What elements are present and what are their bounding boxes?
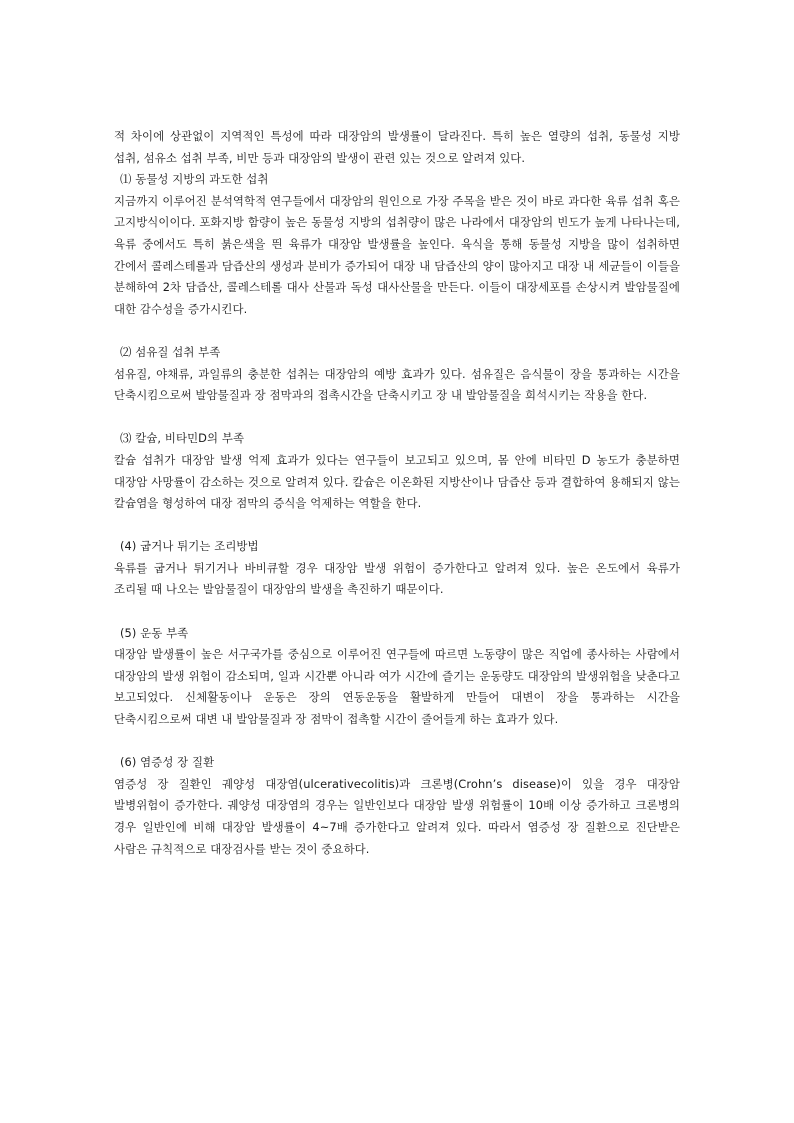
paragraph-gap	[114, 320, 680, 342]
section-body-exercise: 대장암 발생률이 높은 서구국가를 중심으로 이루어진 연구들에 따르면 노동량이 많은 직업에 종사하는 사람에서 대장암의 발생 위험이 감소되며, 일과 시간뿐 아니라 여가 시간에 즐기는 운동량도 대장암의 발생위험을 낮춘다고 보고되었다. 신체활동이나 운동은 장의 연동운동을 활발하게 만들어 대변이 장을 통과하는 시간을 단축시킴으로써 대변 내 발암물질과 장 점막이 접촉할 시간이 줄어들게 하는 효과가 있다.	[114, 647, 680, 727]
section-heading-cooking: (4) 굽거나 튀기는 조리방법	[120, 539, 259, 554]
section-heading-fiber: ⑵ 섬유질 섭취 부족	[120, 344, 221, 359]
intro-paragraph: 적 차이에 상관없이 지역적인 특성에 따라 대장암의 발생률이 달라진다. 특히 높은 열량의 섭취, 동물성 지방 섭취, 섬유소 섭취 부족, 비만 등과 대장암의 발생이 관련 있는 것으로 알려져 있다.	[114, 129, 680, 165]
paragraph-gap	[114, 731, 680, 753]
paragraph-gap	[114, 515, 680, 537]
section-heading-exercise: (5) 운동 부족	[120, 625, 189, 640]
paragraph-gap	[114, 407, 680, 429]
document-page	[114, 126, 680, 860]
section-body-animal-fat: 지금까지 이루어진 분석역학적 연구들에서 대장암의 원인으로 가장 주목을 받은 것이 바로 과다한 육류 섭취 혹은 고지방식이이다. 포화지방 함량이 높은 동물성 지방의 섭취량이 많은 나라에서 대장암의 빈도가 높게 나타나는데, 육류 중에서도 특히 붉은색을 띈 육류가 대장암 발생률을 높인다. 육식을 통해 동물성 지방을 많이 섭취하면 간에서 콜레스테롤과 담즙산의 생성과 분비가 증가되어 대장 내 담즙산의 양이 많아지고 대장 내 세균들이 이들을 분해하여 2차 담즙산, 콜레스테롤 대사 산물과 독성 대사산물을 만든다. 이들이 대장세포를 손상시켜 발암물질에 대한 감수성을 증가시킨다.	[114, 193, 680, 316]
section-body-ibd: 염증성 장 질환인 궤양성 대장염(ulcerativecolitis)과 크론병(Crohn’s disease)이 있을 경우 대장암 발병위험이 증가한다. 궤양성 대장염의 경우는 일반인보다 대장암 발생 위험률이 10배 이상 증가하고 크론병의 경우 일반인에 비해 대장암 발생률이 4~7배 증가한다고 알려져 있다. 따라서 염증성 장 질환으로 진단받은 사람은 규칙적으로 대장검사를 받는 것이 중요하다.	[114, 776, 680, 856]
section-body-fiber: 섬유질, 야채류, 과일류의 충분한 섭취는 대장암의 예방 효과가 있다. 섬유질은 음식물이 장을 통과하는 시간을 단축시킴으로써 발암물질과 장 점막과의 접촉시간을 단축시키고 장 내 발암물질을 희석시키는 작용을 한다.	[114, 366, 680, 403]
paragraph-gap	[114, 601, 680, 623]
section-body-cooking: 육류를 굽거나 튀기거나 바비큐할 경우 대장암 발생 위험이 증가한다고 알려져 있다. 높은 온도에서 육류가 조리될 때 나오는 발암물질이 대장암의 발생을 촉진하기 때문이다.	[114, 560, 680, 597]
section-heading-ibd: (6) 염증성 장 질환	[120, 755, 215, 770]
section-body-calcium: 칼슘 섭취가 대장암 발생 억제 효과가 있다는 연구들이 보고되고 있으며, 몸 안에 비타민 D 농도가 충분하면 대장암 사망률이 감소하는 것으로 알려져 있다. 칼슘은 이온화된 지방산이나 담즙산 등과 결합하여 용해되지 않는 칼슘염을 형성하여 대장 점막의 증식을 억제하는 역할을 한다.	[114, 452, 680, 511]
section-heading-calcium: ⑶ 칼슘, 비타민D의 부족	[120, 431, 245, 446]
section-heading-animal-fat: ⑴ 동물성 지방의 과도한 섭취	[120, 172, 269, 187]
